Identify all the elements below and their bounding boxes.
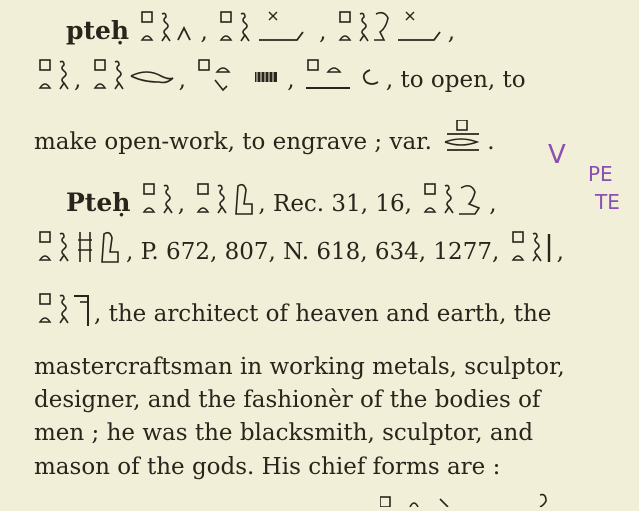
gloss-architect: , the architect of heaven and earth, the (94, 301, 552, 327)
hieroglyph-group (91, 58, 177, 92)
hieroglyph-group (217, 10, 317, 44)
hieroglyph-variant (441, 120, 485, 154)
ref-rec: , Rec. 31, 16, (258, 191, 412, 217)
ref-pyramid: , P. 672, 807, N. 618, 634, 1277, (126, 239, 500, 265)
hieroglyph-group (36, 292, 92, 326)
hieroglyph-group (140, 182, 176, 216)
hieroglyph-group (195, 58, 285, 92)
entry-pteh-line-2: , , , , to open, to (34, 58, 526, 92)
entry-ptah-line-2: , P. 672, 807, N. 618, 634, 1277, , (34, 230, 564, 264)
hieroglyph-group (194, 182, 256, 216)
margin-note-pe: PE (588, 162, 613, 186)
hieroglyph-group (509, 230, 555, 264)
hieroglyph-group (336, 10, 446, 44)
hieroglyph-group (36, 58, 72, 92)
headword-pteh: pteḥ (66, 16, 130, 45)
body-line: mastercraftsman in working metals, sculptor, (34, 354, 565, 380)
hieroglyph-partial (380, 492, 580, 511)
margin-note-check: V (548, 140, 566, 170)
entry-ptah-line-3 (34, 292, 551, 326)
hieroglyph-group (36, 230, 124, 264)
margin-note-te: TE (595, 190, 620, 214)
entry-ptah-line-1: Pteḥ , , Rec. 31, 16, , (66, 182, 497, 216)
body-line: mason of the gods. His chief forms are : (34, 454, 501, 480)
hieroglyph-group (304, 58, 384, 92)
hieroglyph-group (421, 182, 487, 216)
entry-pteh-line-1: pteḥ , , , (66, 10, 455, 44)
body-line: men ; he was the blacksmith, sculptor, and (34, 420, 534, 446)
gloss-engrave: make open-work, to engrave ; var. (34, 129, 432, 155)
gloss-to-open: , to open, to (385, 67, 526, 93)
body-line: designer, and the fashionèr of the bodies of (34, 387, 541, 413)
headword-ptah: Pteḥ (66, 188, 131, 217)
entry-pteh-line-3: make open-work, to engrave ; var. . (34, 120, 495, 154)
hieroglyph-group (138, 10, 198, 44)
